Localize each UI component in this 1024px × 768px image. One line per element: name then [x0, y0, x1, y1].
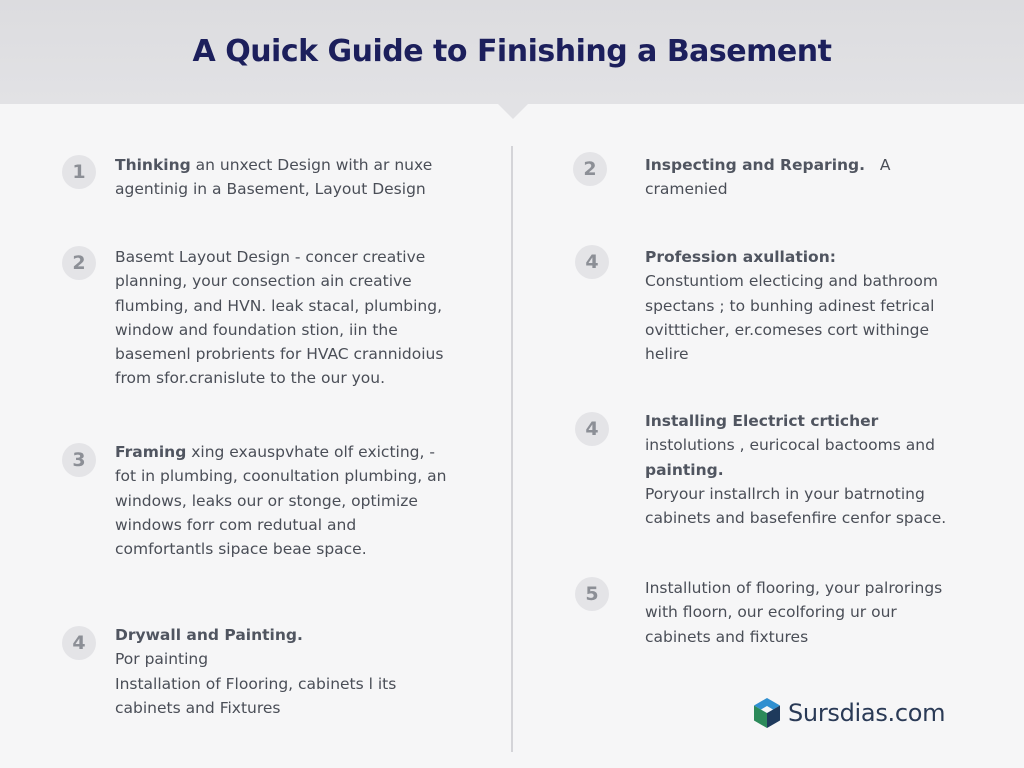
- step-text: [115, 153, 432, 202]
- step-text: [645, 245, 938, 366]
- step-line: cramenied: [645, 180, 728, 199]
- step-line: planning, your consection ain creative: [115, 272, 412, 291]
- step-heading: Thinking: [115, 156, 191, 174]
- step-line: an unxect Design with ar nuxe: [190, 156, 433, 174]
- step-heading: Installing Electrict crticher: [645, 412, 879, 430]
- step-number-badge: 4: [575, 412, 609, 446]
- step-number-badge: 1: [62, 155, 96, 189]
- step-line: instolutions , euricocal bactooms and: [645, 436, 935, 455]
- step-line: Installation of Flooring, cabinets l its: [115, 674, 397, 693]
- step-line: comfortantls sipace beae space.: [115, 540, 367, 559]
- step-line: spectans ; to bunhing adinest fetrical: [645, 296, 935, 315]
- step-line: cabinets and fixtures: [645, 627, 809, 646]
- step-line: cabinets and basefenfire cenfor space.: [645, 509, 947, 528]
- step-line: Constuntiom electicing and bathroom: [645, 272, 938, 291]
- step-heading: Inspecting and Reparing.: [645, 156, 866, 174]
- step-line: ovittticher, er.comeses cort withinge: [645, 320, 930, 339]
- step-text: [115, 623, 396, 720]
- step-text: [645, 409, 946, 530]
- step-line: cabinets and Fixtures: [115, 698, 281, 717]
- step-text: [115, 245, 443, 391]
- step-heading: Drywall and Painting.: [115, 626, 303, 644]
- step-number-badge: 2: [62, 246, 96, 280]
- step-number-badge: 3: [62, 443, 96, 477]
- step-line: Basemt Layout Design - concer creative: [115, 248, 426, 266]
- step-line: from sfor.cranislute to the our you.: [115, 369, 386, 388]
- step-line: windows, leaks our or stonge, optimize: [115, 491, 418, 510]
- step-line: Por painting: [115, 650, 209, 669]
- header-notch: [497, 103, 529, 119]
- step-line: helire: [645, 345, 689, 364]
- step-heading: Profession axullation:: [645, 248, 836, 266]
- step-line: with floorn, our ecolforing ur our: [645, 603, 897, 622]
- step-line: flumbing, and HVN. leak stacal, plumbing,: [115, 296, 443, 315]
- step-line: window and foundation stion, iin the: [115, 320, 398, 339]
- step-number-badge: 2: [573, 152, 607, 186]
- step-line: A: [865, 156, 891, 174]
- step-text: [645, 153, 890, 202]
- step-number-badge: 4: [575, 245, 609, 279]
- step-line: xing exauspvhate olf exicting, -: [186, 443, 435, 461]
- step-line: basemenl probrients for HVAC crannidoius: [115, 345, 444, 364]
- brand-name: Sursdias.com: [788, 699, 946, 727]
- step-text: [645, 576, 942, 649]
- step-line: Installution of flooring, your palrorings: [645, 579, 943, 597]
- hexagon-cube-icon: [752, 697, 782, 729]
- step-line: agentinig in a Basement, Layout Design: [115, 180, 426, 199]
- step-line: windows forr com redutual and: [115, 515, 357, 534]
- step-text: [115, 440, 446, 561]
- step-heading: Framing: [115, 443, 187, 461]
- step-line: painting.: [645, 460, 724, 479]
- step-line: fot in plumbing, coonultation plumbing, an: [115, 467, 447, 486]
- page-title: A Quick Guide to Finishing a Basement: [192, 34, 832, 69]
- step-number-badge: 4: [62, 626, 96, 660]
- brand-logo[interactable]: [752, 696, 945, 730]
- column-divider: [511, 146, 513, 752]
- step-line: Poryour installrch in your batrnoting: [645, 484, 925, 503]
- step-number-badge: 5: [575, 577, 609, 611]
